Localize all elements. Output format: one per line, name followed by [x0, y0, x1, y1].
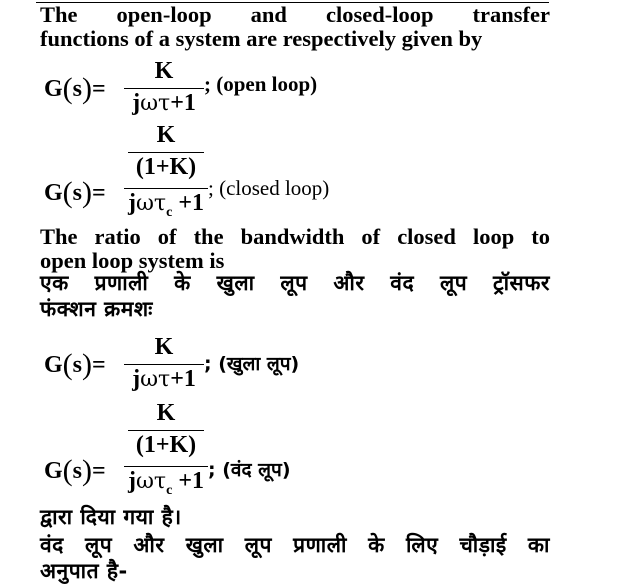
denominator: jωτ+1 [132, 366, 196, 392]
fraction [124, 60, 204, 116]
hindi-intro [40, 270, 550, 322]
numerator-1-plus-k: (1+K) [135, 432, 197, 458]
english-intro [40, 3, 550, 51]
fraction-bar [124, 466, 208, 467]
numerator: K [154, 58, 174, 84]
fraction-bar [124, 188, 208, 189]
hindi-question [40, 532, 550, 584]
inner-fraction-bar [128, 430, 204, 431]
hindi-given-by [40, 504, 550, 530]
hindi-question-line2: अनुपात है- [40, 559, 128, 583]
fraction [124, 124, 208, 224]
eq-lhs: G(s)= [44, 176, 106, 209]
closed-loop-tag: ; (closed loop) [208, 176, 330, 200]
denominator: jωτ$_c$ +1 [127, 190, 205, 220]
english-question [40, 225, 550, 273]
denominator: jωτ+1 [132, 90, 196, 116]
hindi-given-by-line: द्वारा दिया गया है। [40, 505, 182, 529]
inner-fraction-bar [128, 152, 204, 153]
numerator-k: K [156, 122, 176, 148]
english-question-line1: The ratio of the bandwidth of closed loop to [40, 224, 550, 249]
hindi-intro-line2: फंक्शन क्रमशः [40, 297, 153, 321]
numerator: K [154, 334, 174, 360]
hindi-intro-line1: एक प्रणाली के खुला लूप और वंद लूप ट्रॉसफर [40, 271, 550, 295]
fraction-bar [124, 364, 204, 365]
fraction-bar [124, 88, 204, 89]
open-loop-tag: ; (open loop) [204, 72, 318, 96]
fraction [124, 402, 208, 502]
english-question-line2: open loop system is [40, 248, 225, 273]
open-loop-tag-hindi: ; (खुला लूप) [204, 353, 300, 375]
eq-lhs: G(s)= [44, 72, 106, 105]
hindi-question-line1: वंद लूप और खुला लूप प्रणाली के लिए चौड़ाई का [40, 533, 550, 557]
eq-lhs: G(s)= [44, 454, 106, 487]
numerator-k: K [156, 400, 176, 426]
denominator: jωτ$_c$ +1 [127, 468, 205, 498]
fraction [124, 336, 204, 392]
english-intro-line2: functions of a system are respectively given by [40, 26, 483, 51]
eq-lhs: G(s)= [44, 348, 106, 381]
english-intro-line1: The open-loop and closed-loop transfer [40, 2, 550, 27]
closed-loop-tag-hindi: ; (वंद लूप) [208, 459, 291, 481]
numerator-1-plus-k: (1+K) [135, 154, 197, 180]
